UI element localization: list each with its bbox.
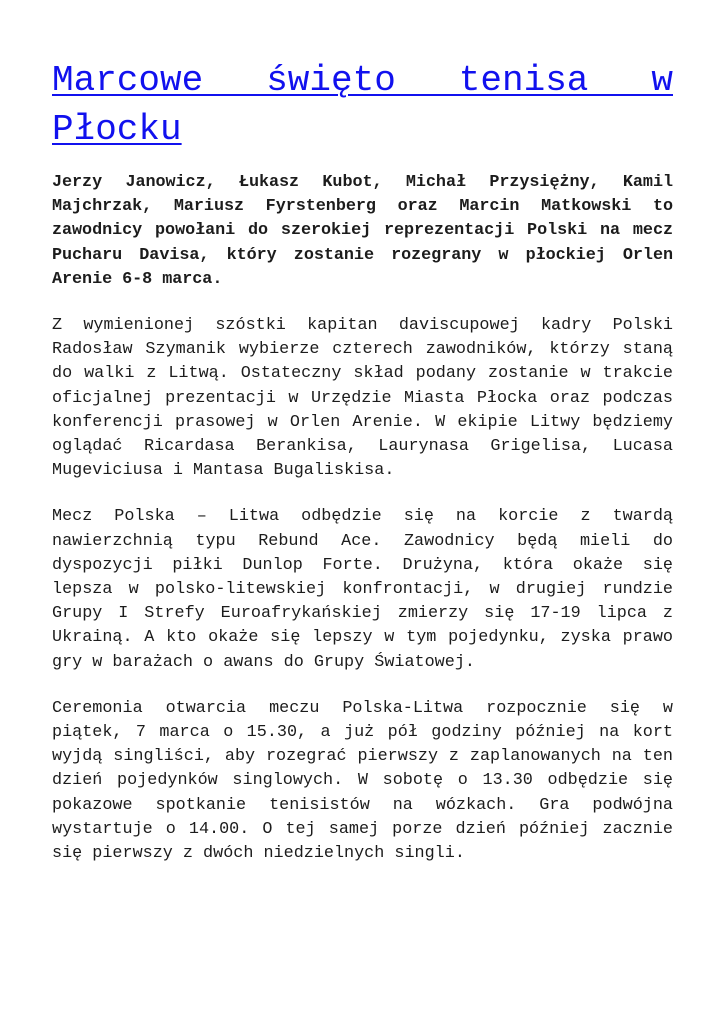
article-paragraph: Ceremonia otwarcia meczu Polska-Litwa rozpocznie się w piątek, 7 marca o 15.30, a już pół godziny później na kort wyjdą singliści, aby rozegrać pierwszy z zaplanowanych na ten dzień pojedynków singlowych. W sobotę o 13.30 odbędzie się pokazowe spotkanie tenisistów na wózkach. Gra podwójna wystartuje o 14.00. O tej samej porze dzień później zacznie się pierwszy z dwóch niedzielnych singli. [52, 698, 673, 864]
article-title [52, 56, 673, 154]
article-paragraph: Mecz Polska – Litwa odbędzie się na korcie z twardą nawierzchnią typu Rebund Ace. Zawodnicy będą mieli do dyspozycji piłki Dunlop Forte. Drużyna, która okaże się lepsza w polsko-litewskiej konfrontacji, w drugiej rundzie Grupy I Strefy Euroafrykańskiej zmierzy się 17-19 lipca z Ukrainą. A kto okaże się lepszy w tym pojedynku, zyska prawo gry w barażach o awans do Grupy Światowej. [52, 507, 673, 672]
article-lead: Jerzy Janowicz, Łukasz Kubot, Michał Przysiężny, Kamil Majchrzak, Mariusz Fyrstenberg oraz Marcin Matkowski to zawodnicy powołani do szerokiej reprezentacji Polski na mecz Pucharu Davisa, który zostanie rozegrany w płockiej Orlen Arenie 6-8 marca. [52, 173, 673, 289]
article-title-link[interactable]: Marcowe święto tenisa w Płocku [52, 60, 673, 150]
article-paragraph: Z wymienionej szóstki kapitan daviscupowej kadry Polski Radosław Szymanik wybierze czterech zawodników, którzy staną do walki z Litwą. Ostateczny skład podany zostanie w trakcie oficjalnej prezentacji w Urzędzie Miasta Płocka oraz podczas konferencji prasowej w Orlen Arenie. W ekipie Litwy będziemy oglądać Ricardasa Berankisa, Laurynasa Grigelisa, Lucasa Mugeviciusa i Mantasa Bugaliskisa. [52, 316, 673, 481]
article [52, 56, 673, 866]
